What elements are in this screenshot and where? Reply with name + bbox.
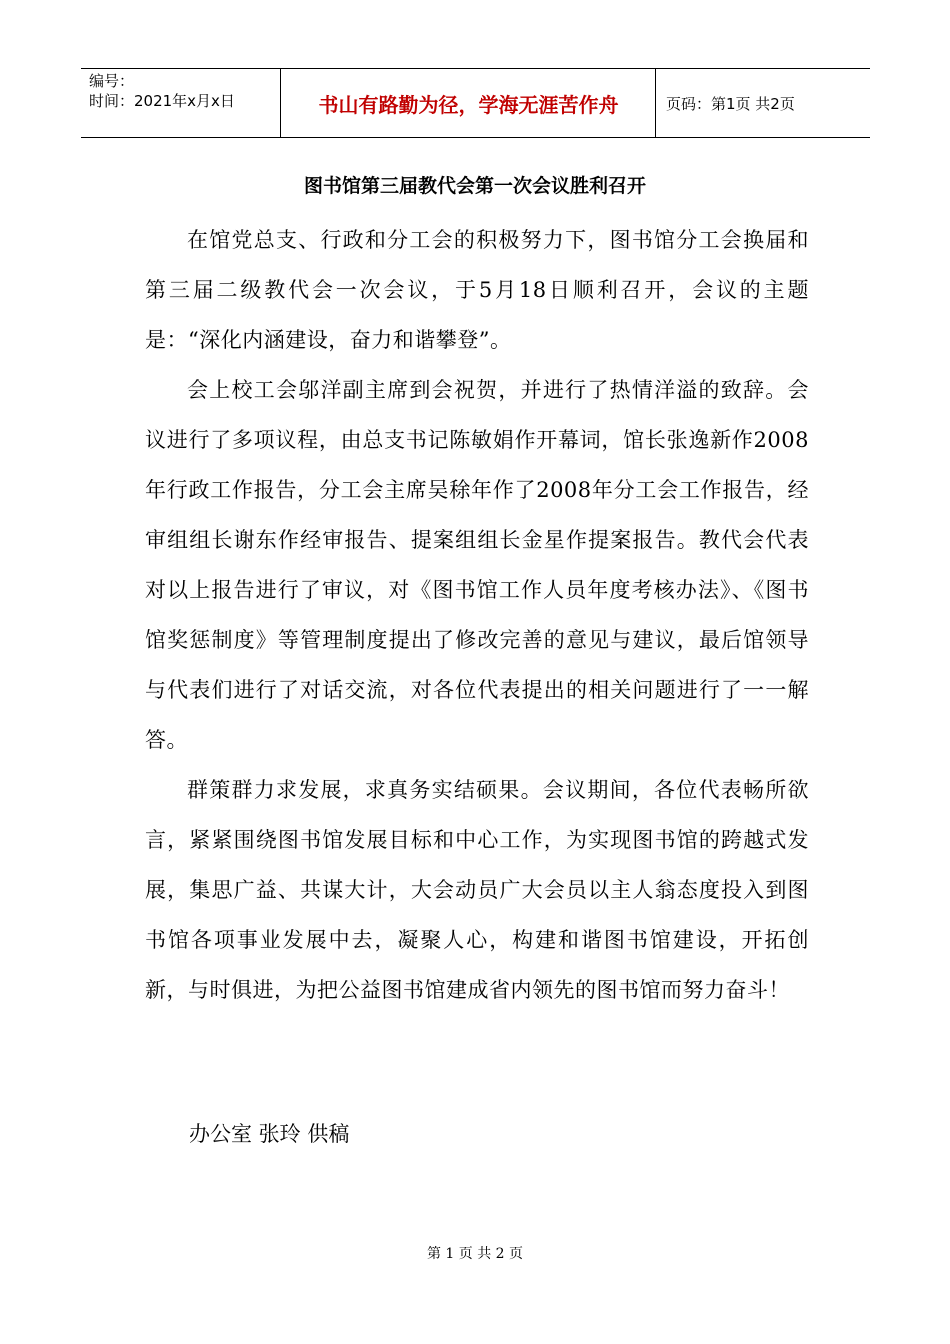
paragraph-2: 会上校工会邬洋副主席到会祝贺，并进行了热情洋溢的致辞。会议进行了多项议程，由总支书记陈敏娟作开幕词，馆长张逸新作2008年行政工作报告，分工会主席吴稌年作了2008年分工会工作报告，经审组组长谢东作经审报告、提案组组长金星作提案报告。教代会代表对以上报告进行了审议，对《图书馆工作人员年度考核办法》、《图书馆奖惩制度》等管理制度提出了修改完善的意见与建议，最后馆领导与代表们进行了对话交流，对各位代表提出的相关问题进行了一一解答。 [145,378,809,752]
paragraph-1: 在馆党总支、行政和分工会的积极努力下，图书馆分工会换届和第三届二级教代会一次会议，于5月18日顺利召开，会议的主题是：“深化内涵建设，奋力和谐攀登”。 [145,228,809,352]
article-title: 图书馆第三届教代会第一次会议胜利召开 [303,175,646,197]
article-body [145,215,809,1015]
signature: 办公室 张玲 供稿 [189,1122,350,1146]
header-table [81,68,870,138]
header-page-info: 页码：第1页 共2页 [666,94,795,113]
time-label: 时间：2021年x月x日 [89,92,235,110]
paragraph-3: 群策群力求发展，求真务实结硕果。会议期间，各位代表畅所欲言，紧紧围绕图书馆发展目标和中心工作，为实现图书馆的跨越式发展，集思广益、共谋大计，大会动员广大会员以主人翁态度投入到图书馆各项事业发展中去，凝聚人心，构建和谐图书馆建设，开拓创新，与时俱进，为把公益图书馆建成省内领先的图书馆而努力奋斗！ [145,778,809,1002]
number-label: 编号： [89,72,135,90]
header-motto: 书山有路勤为径，学海无涯苦作舟 [282,69,656,137]
header-meta-cell [81,69,281,137]
page-footer: 第 1 页 共 2 页 [426,1246,524,1262]
